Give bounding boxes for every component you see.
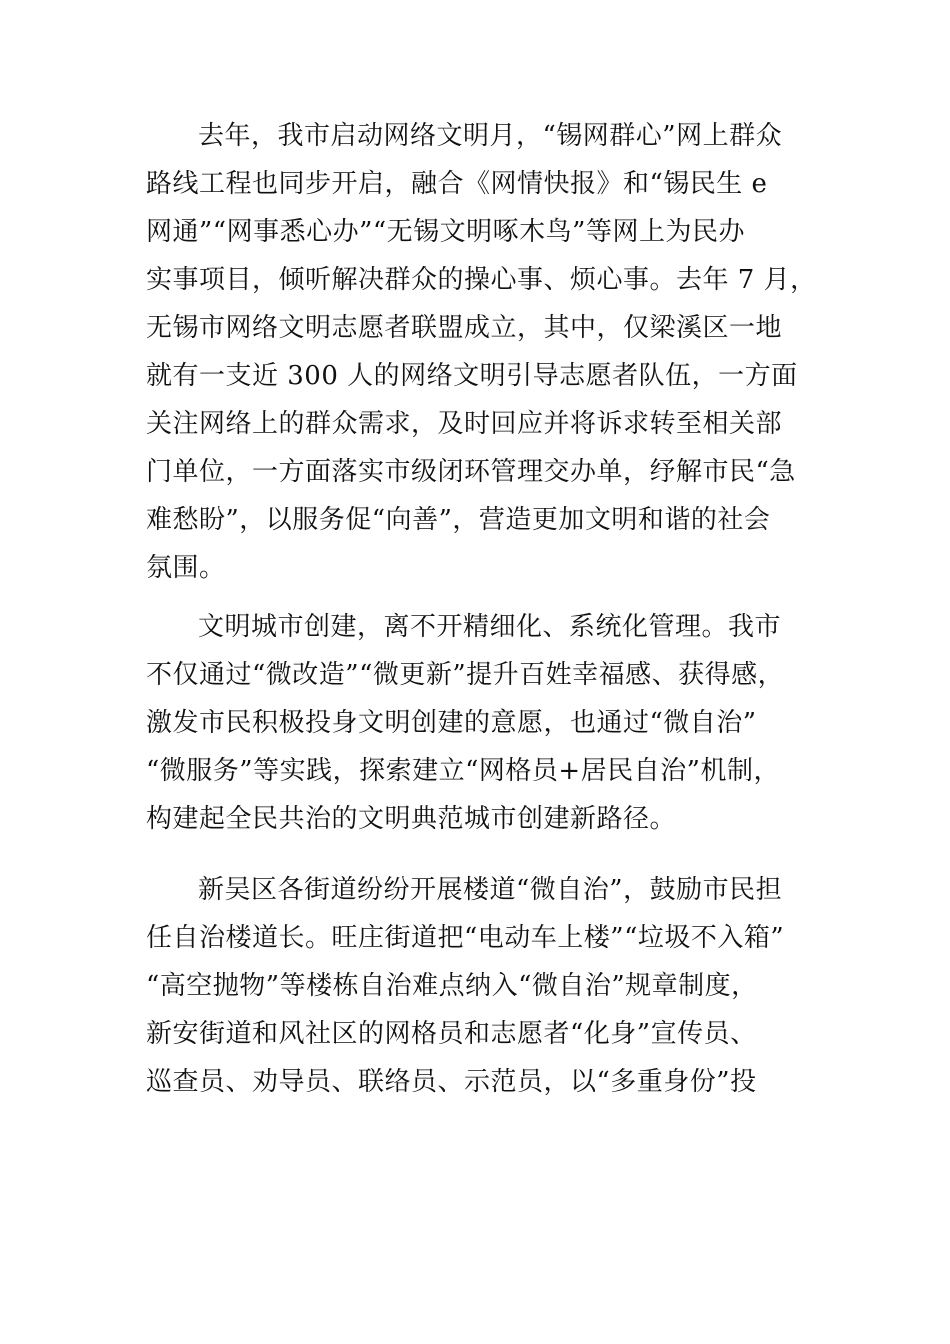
text-line: 激发市民积极投身文明创建的意愿，也通过“微自治” bbox=[146, 708, 757, 738]
text-line: 任自治楼道长。旺庄街道把“电动车上楼”“垃圾不入箱” bbox=[146, 923, 785, 953]
text-line: “高空抛物”等楼栋自治难点纳入“微自治”规章制度， bbox=[146, 971, 758, 1001]
text-line: 不仅通过“微改造”“微更新”提升百姓幸福感、获得感， bbox=[146, 660, 785, 690]
paragraph-online-civilization bbox=[146, 112, 826, 592]
text-line: 路线工程也同步开启，融合《网情快报》和“锡民生 e bbox=[146, 169, 768, 199]
text-line: 文明城市创建，离不开精细化、系统化管理。我市 bbox=[198, 612, 782, 642]
text-line: 难愁盼”，以服务促“向善”，营造更加文明和谐的社会 bbox=[146, 505, 771, 535]
text-line: 巡查员、劝导员、联络员、示范员，以“多重身份”投 bbox=[146, 1067, 757, 1097]
paragraph-xinwu-district bbox=[146, 866, 826, 1106]
text-line: 无锡市网络文明志愿者联盟成立，其中，仅梁溪区一地 bbox=[146, 313, 783, 343]
paragraph-city-management bbox=[146, 603, 826, 843]
text-line: 门单位，一方面落实市级闭环管理交办单，纾解市民“急 bbox=[146, 457, 796, 487]
text-line: “微服务”等实践，探索建立“网格员+居民自治”机制， bbox=[146, 756, 780, 786]
text-line: 去年，我市启动网络文明月，“锡网群心”网上群众 bbox=[198, 121, 783, 151]
text-line: 关注网络上的群众需求，及时回应并将诉求转至相关部 bbox=[146, 409, 783, 439]
text-line: 氛围。 bbox=[146, 553, 226, 583]
text-line: 新吴区各街道纷纷开展楼道“微自治”，鼓励市民担 bbox=[198, 875, 783, 905]
text-line: 新安街道和风社区的网格员和志愿者“化身”宣传员、 bbox=[146, 1019, 757, 1049]
text-line: 网通”“网事悉心办”“无锡文明啄木鸟”等网上为民办 bbox=[146, 217, 745, 247]
text-line: 就有一支近 300 人的网络文明引导志愿者队伍，一方面 bbox=[146, 361, 798, 391]
text-line: 构建起全民共治的文明典范城市创建新路径。 bbox=[146, 804, 677, 834]
text-line: 实事项目，倾听解决群众的操心事、烦心事。去年 7 月， bbox=[146, 265, 817, 295]
